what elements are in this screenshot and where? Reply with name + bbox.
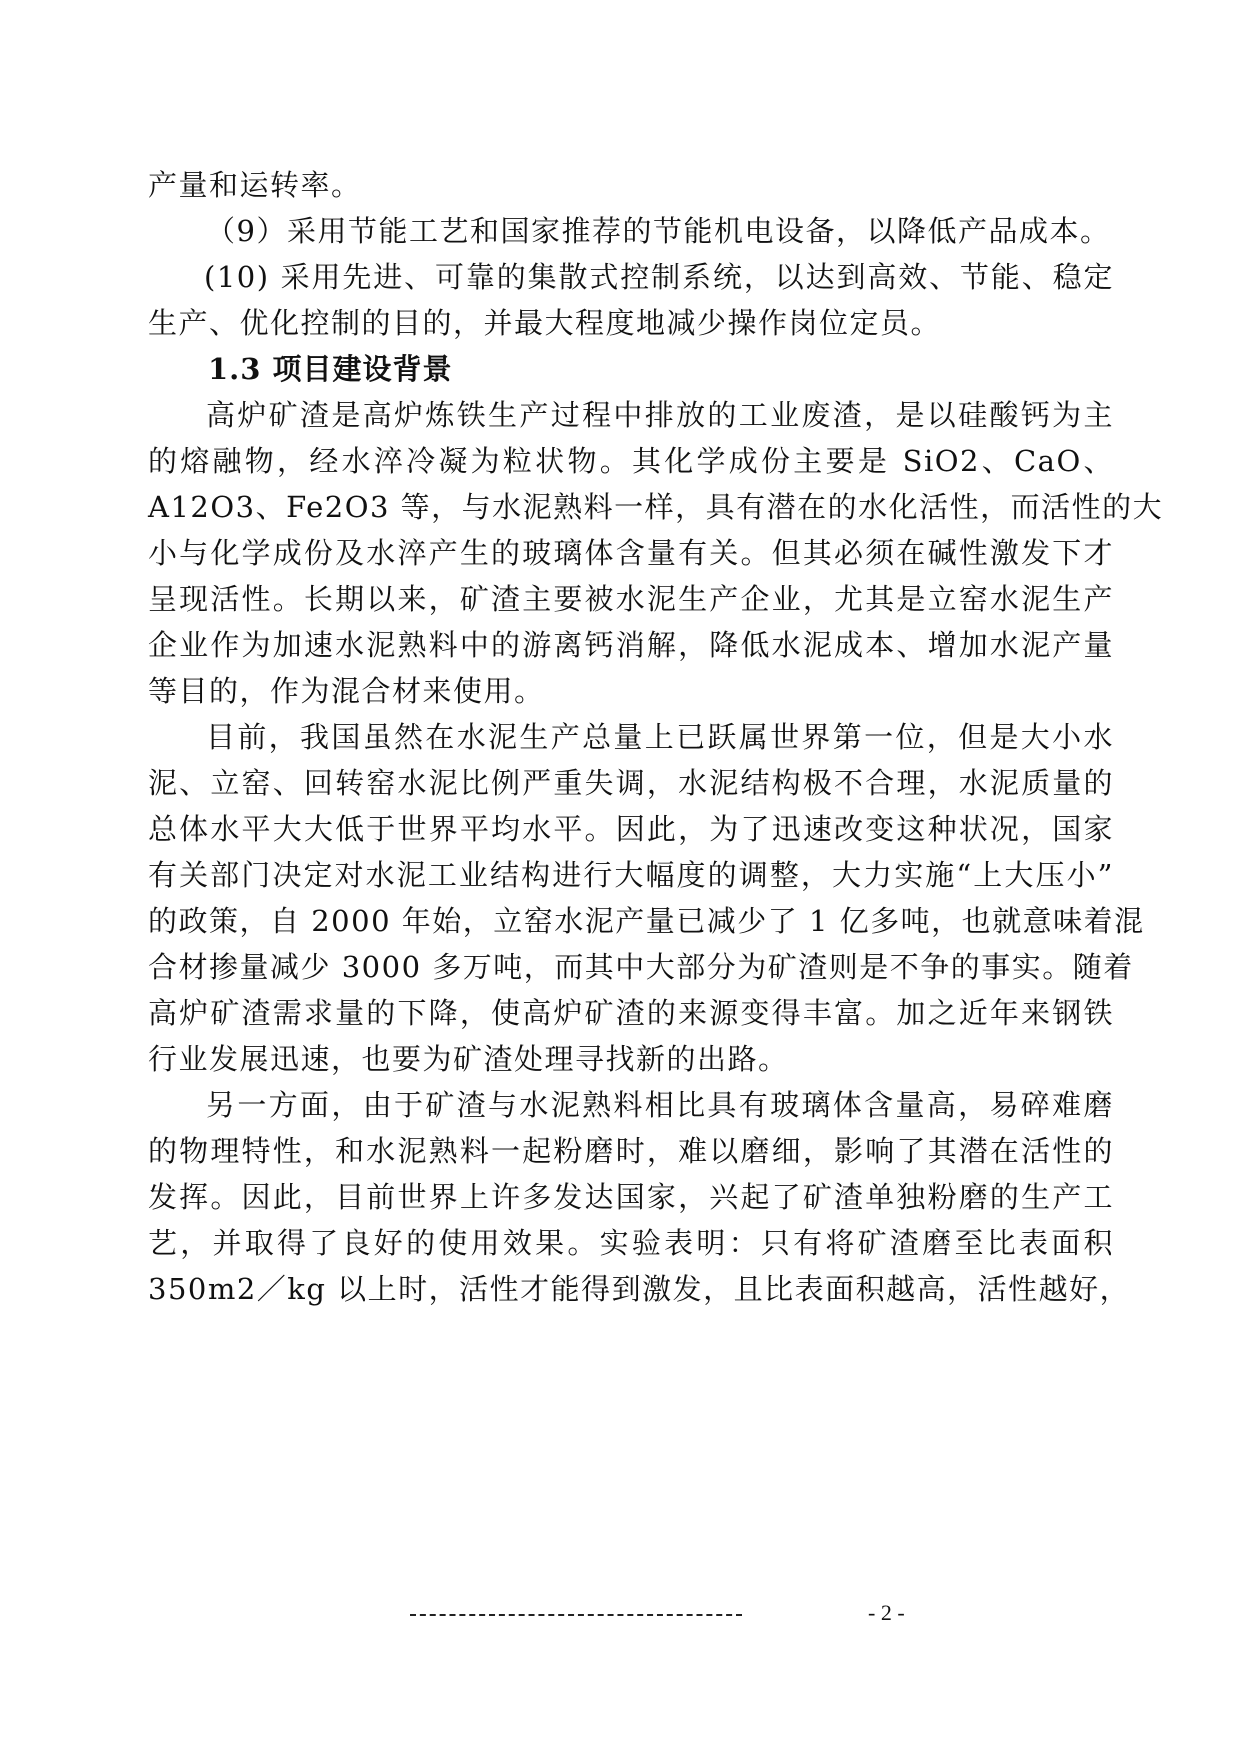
paragraph-line: (10) 采用先进、可靠的集散式控制系统，以达到高效、节能、稳定 bbox=[204, 260, 1114, 294]
paragraph-line: 高炉矿渣需求量的下降，使高炉矿渣的来源变得丰富。加之近年来钢铁 bbox=[148, 996, 1114, 1030]
footer-dashed-rule bbox=[410, 1614, 742, 1616]
paragraph-line: A12O3、Fe2O3 等，与水泥熟料一样，具有潜在的水化活性，而活性的大 bbox=[148, 490, 1164, 524]
paragraph-line: 等目的，作为混合材来使用。 bbox=[148, 674, 545, 708]
page-footer bbox=[0, 1598, 1241, 1628]
body-text bbox=[148, 162, 1164, 1312]
paragraph-line: 企业作为加速水泥熟料中的游离钙消解，降低水泥成本、增加水泥产量 bbox=[148, 628, 1114, 662]
page-number: - 2 - bbox=[868, 1600, 905, 1625]
paragraph-line: 呈现活性。长期以来，矿渣主要被水泥生产企业，尤其是立窑水泥生产 bbox=[148, 582, 1114, 616]
paragraph-line: 合材掺量减少 3000 多万吨，而其中大部分为矿渣则是不争的事实。随着 bbox=[148, 950, 1134, 984]
paragraph-line: 总体水平大大低于世界平均水平。因此，为了迅速改变这种状况，国家 bbox=[148, 812, 1114, 846]
paragraph-line: 的物理特性，和水泥熟料一起粉磨时，难以磨细，影响了其潜在活性的 bbox=[148, 1134, 1114, 1168]
paragraph-line: 有关部门决定对水泥工业结构进行大幅度的调整，大力实施“上大压小” bbox=[148, 858, 1114, 892]
section-heading: 1.3 项目建设背景 bbox=[208, 352, 453, 386]
paragraph-line: 350m2／kg 以上时，活性才能得到激发，且比表面积越高，活性越好， bbox=[148, 1272, 1131, 1306]
paragraph-line: 产量和运转率。 bbox=[148, 168, 362, 202]
paragraph-line: 生产、优化控制的目的，并最大程度地减少操作岗位定员。 bbox=[148, 306, 942, 340]
paragraph-line: 行业发展迅速，也要为矿渣处理寻找新的出路。 bbox=[148, 1042, 789, 1076]
paragraph-line: 的熔融物，经水淬冷凝为粒状物。其化学成份主要是 SiO2、CaO、 bbox=[148, 444, 1114, 478]
paragraph-line: 艺，并取得了良好的使用效果。实验表明：只有将矿渣磨至比表面积 bbox=[148, 1226, 1114, 1260]
paragraph-line: （9）采用节能工艺和国家推荐的节能机电设备，以降低产品成本。 bbox=[206, 214, 1111, 248]
paragraph-line: 发挥。因此，目前世界上许多发达国家，兴起了矿渣单独粉磨的生产工 bbox=[148, 1180, 1114, 1214]
paragraph-line: 的政策，自 2000 年始，立窑水泥产量已减少了 1 亿多吨，也就意味着混 bbox=[148, 904, 1145, 938]
paragraph-line: 目前，我国虽然在水泥生产总量上已跃属世界第一位，但是大小水 bbox=[206, 720, 1114, 754]
paragraph-line: 泥、立窑、回转窑水泥比例严重失调，水泥结构极不合理，水泥质量的 bbox=[148, 766, 1114, 800]
paragraph-line: 高炉矿渣是高炉炼铁生产过程中排放的工业废渣，是以硅酸钙为主 bbox=[206, 398, 1114, 432]
paragraph-line: 小与化学成份及水淬产生的玻璃体含量有关。但其必须在碱性激发下才 bbox=[148, 536, 1114, 570]
paragraph-line: 另一方面，由于矿渣与水泥熟料相比具有玻璃体含量高，易碎难磨 bbox=[206, 1088, 1114, 1122]
